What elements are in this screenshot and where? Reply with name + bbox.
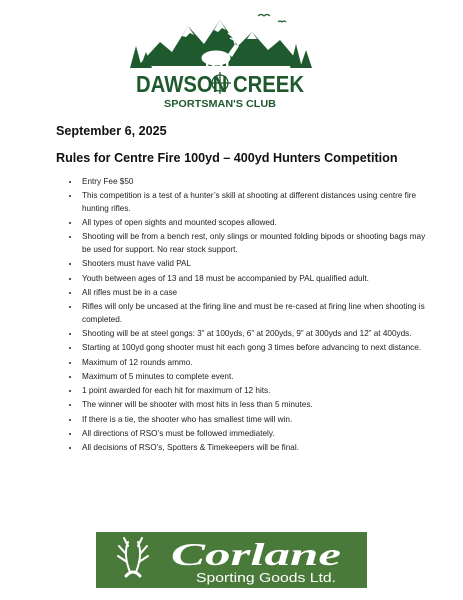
rule-item: • All directions of RSO’s must be followed immediately. bbox=[80, 428, 430, 441]
event-date: September 6, 2025 bbox=[56, 124, 167, 138]
rule-item: • Rifles will only be uncased at the firing line and must be re-cased at firing line when shooting is completed. bbox=[80, 301, 430, 326]
rule-item: • This competition is a test of a hunter’s skill at shooting at different distances using centre fire hunting rifles. bbox=[80, 190, 430, 215]
rule-item: • 1 point awarded for each hit for maximum of 12 hits. bbox=[80, 385, 430, 398]
sponsor-logo bbox=[96, 532, 367, 588]
rule-item: • All types of open sights and mounted scopes allowed. bbox=[80, 217, 430, 230]
sponsor-subtitle: Sporting Goods Ltd. bbox=[196, 570, 336, 585]
club-name: DAWSON CREEK bbox=[136, 71, 305, 97]
rule-item: • Shooting will be from a bench rest, only slings or mounted folding bipods or shooting bags may be used for support. No rear stock support. bbox=[80, 231, 430, 256]
rule-item: • Youth between ages of 13 and 18 must be accompanied by PAL qualified adult. bbox=[80, 273, 430, 286]
rule-item: • All rifles must be in a case bbox=[80, 287, 430, 300]
rule-item: • If there is a tie, the shooter who has smallest time will win. bbox=[80, 414, 430, 427]
rule-item: • Maximum of 12 rounds ammo. bbox=[80, 357, 430, 370]
rule-item: • All decisions of RSO’s, Spotters & Timekeepers will be final. bbox=[80, 442, 430, 455]
club-subtitle: SPORTSMAN'S CLUB bbox=[164, 98, 277, 110]
rule-item: • Maximum of 5 minutes to complete event. bbox=[80, 371, 430, 384]
document-title: Rules for Centre Fire 100yd – 400yd Hunters Competition bbox=[56, 151, 398, 165]
club-logo bbox=[120, 6, 320, 114]
rule-item: • The winner will be shooter with most hits in less than 5 minutes. bbox=[80, 399, 430, 412]
rule-item: • Shooting will be at steel gongs: 3” at 100yds, 6” at 200yds, 9” at 300yds and 12” at 400yds. bbox=[80, 328, 430, 341]
sponsor-name: Corlane bbox=[171, 536, 341, 572]
rule-item: • Entry Fee $50 bbox=[80, 176, 430, 189]
rules-list bbox=[56, 176, 430, 457]
rule-item: • Shooters must have valid PAL bbox=[80, 258, 430, 271]
rule-item: • Starting at 100yd gong shooter must hit each gong 3 times before advancing to next distance. bbox=[80, 342, 430, 355]
